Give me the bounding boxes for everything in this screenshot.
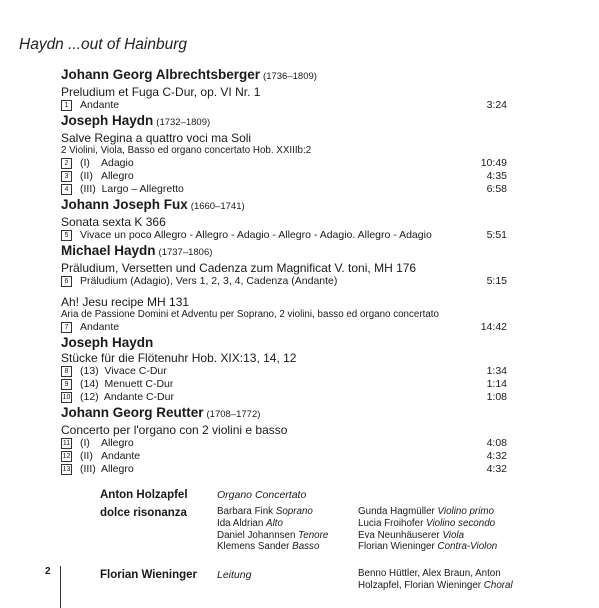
page-title: Haydn ...out of Hainburg [19,36,188,53]
ensemble-member [358,506,580,518]
track-duration: 10:49 [480,157,507,169]
track-row [61,365,507,378]
track-duration: 4:08 [486,437,507,449]
track-number-box: 11 [62,440,71,447]
member-name: Gunda Hagmüller [358,506,435,517]
track-description: (I) Adagio [80,157,134,169]
member-name: Lucia Froihofer [358,517,424,529]
composer-name: Johann Georg Albrechtsberger [61,67,261,82]
track-duration: 4:35 [486,170,507,182]
track-description: (14) Menuett C-Dur [80,378,174,390]
track-number-box: 13 [62,466,71,473]
track-left [61,437,134,450]
composer-heading [61,334,507,351]
track-number-box: 9 [61,379,72,390]
composer-name: Joseph Haydn [61,113,154,128]
composer-block [61,334,507,404]
composer-heading [61,196,507,215]
track-row [61,321,507,334]
track-description: (13) Vivace C-Dur [80,365,167,377]
track-description: (II) Andante [80,450,141,462]
ensemble-member [217,506,358,518]
track-number-box: 3 [61,171,72,182]
track-duration: 1:14 [486,378,507,390]
track-number-box: 7 [61,322,72,333]
track-row [61,275,507,288]
track-number-box: 8 [61,366,72,377]
composer-name: Michael Haydn [61,243,156,258]
track-left [61,170,134,183]
composer-name: Johann Georg Reutter [61,405,204,420]
performers-credits [100,488,580,598]
track-description: (III) Largo – Allegretto [80,183,184,195]
track-left [61,391,174,404]
track-number-box: 5 [61,230,72,241]
track-duration: 3:24 [486,99,507,111]
soloist-role: Organo Concertato [217,489,307,501]
member-part: Viola [442,529,465,541]
work-title: Salve Regina a quattro voci ma Soli [61,131,252,145]
conductor-row [100,568,580,598]
ensemble-member [217,541,358,553]
ensemble-name: dolce risonanza [100,507,187,519]
track-row [61,378,507,391]
soloist-name: Anton Holzapfel [100,489,188,501]
track-row [61,463,507,476]
member-part: Alto [266,517,283,529]
member-part: Soprano [275,506,313,517]
track-row [61,157,507,170]
track-number-box: 4 [61,184,72,195]
track-row [61,391,507,404]
track-listing [61,66,507,476]
work-title: Preludium et Fuga C-Dur, op. VI Nr. 1 [61,85,261,99]
track-description: (I) Allegro [80,437,134,449]
work-title: Stücke für die Flötenuhr Hob. XIX:13, 14, 12 [61,351,297,365]
choral-singers [358,568,580,592]
composer-name: Johann Joseph Fux [61,197,188,212]
member-part: Violino primo [437,506,494,517]
track-duration: 1:08 [486,391,507,403]
member-part: Basso [292,541,320,553]
track-number-box: 6 [61,276,72,287]
composer-heading [61,404,507,423]
member-name: Barbara Fink [217,506,274,517]
track-duration: 5:15 [486,275,507,287]
work-title: Sonata sexta K 366 [61,215,166,229]
member-name: Klemens Sander [217,541,290,553]
track-duration: 4:32 [486,450,507,462]
track-left [61,183,184,196]
choral-line-2-part: Choral [483,579,513,591]
track-number-box: 2 [61,158,72,169]
track-description: Vivace un poco Allegro - Allegro - Adagio - Allegro - Adagio. Allegro - Adagio [80,229,432,241]
track-row [61,183,507,196]
composer-name: Joseph Haydn [61,335,154,350]
composer-dates: (1732–1809) [156,117,211,128]
ensemble-members-column-1 [217,506,358,553]
track-row [61,170,507,183]
ensemble-member [358,518,580,530]
work-title: Präludium, Versetten und Cadenza zum Magnificat V. toni, MH 176 [61,261,417,275]
track-left [61,321,119,334]
choral-line-2 [358,580,580,592]
track-left [61,463,134,476]
work-title: Concerto per l'organo con 2 violini e basso [61,423,288,437]
track-left [61,275,337,288]
choral-line-2-names: Holzapfel, Florian Wieninger [358,579,482,591]
work-title: Ah! Jesu recipe MH 131 [61,295,190,309]
track-duration: 6:58 [486,183,507,195]
track-number-box: 10 [62,394,71,401]
ensemble-row [100,506,580,566]
track-left [61,450,140,463]
track-row [61,437,507,450]
composer-heading [61,66,507,85]
ensemble-member [217,518,358,530]
track-description: Andante [80,321,120,333]
track-left [61,378,173,391]
composer-dates: (1737–1806) [158,247,213,258]
track-duration: 1:34 [486,365,507,377]
track-description: (II) Allegro [80,170,134,182]
track-number-box: 1 [61,100,72,111]
track-left [61,99,119,112]
work-subtitle: 2 Violini, Viola, Basso ed organo concertato Hob. XXIIIb:2 [61,145,312,156]
ensemble-members-column-2 [358,506,580,553]
composer-dates: (1736–1809) [263,71,317,82]
composer-dates: (1708–1772) [206,409,261,420]
member-part: Tenore [298,529,329,541]
composer-dates: (1660–1741) [190,201,245,212]
member-part: Violino secondo [426,517,496,529]
composer-block [61,196,507,242]
page-number: 2 [45,566,51,577]
composer-block [61,242,507,334]
track-duration: 14:42 [480,321,507,333]
member-name: Daniel Johannsen [217,529,296,541]
ensemble-member [358,541,580,553]
ensemble-member [217,530,358,542]
ensemble-member [358,530,580,542]
soloist-row [100,488,580,502]
conductor-name: Florian Wieninger [100,569,198,581]
choral-line-1: Benno Hüttler, Alex Braun, Anton [358,568,501,579]
track-left [61,157,134,170]
track-row [61,229,507,242]
member-name: Florian Wieninger [358,541,435,553]
composer-block [61,404,507,476]
member-part: Contra-Violon [437,541,498,553]
margin-rule [60,566,61,608]
track-duration: 4:32 [486,463,507,475]
member-name: Ida Aldrian [217,517,264,529]
track-description: Präludium (Adagio), Vers 1, 2, 3, 4, Cadenza (Andante) [80,275,338,287]
track-description: (12) Andante C-Dur [80,391,174,403]
work-subtitle: Aria de Passione Domini et Adventu per Soprano, 2 violini, basso ed organo concertato [61,309,439,320]
composer-heading [61,242,507,261]
track-row [61,450,507,463]
track-left [61,229,432,242]
composer-block [61,112,507,196]
track-number-box: 12 [62,453,71,460]
track-row [61,99,507,112]
composer-heading [61,112,507,131]
conductor-role: Leitung [217,569,252,581]
track-description: Andante [80,99,120,111]
composer-block [61,66,507,112]
member-name: Eva Neunhäuserer [358,529,440,541]
track-description: (III) Allegro [80,463,134,475]
track-duration: 5:51 [486,229,507,241]
track-left [61,365,167,378]
